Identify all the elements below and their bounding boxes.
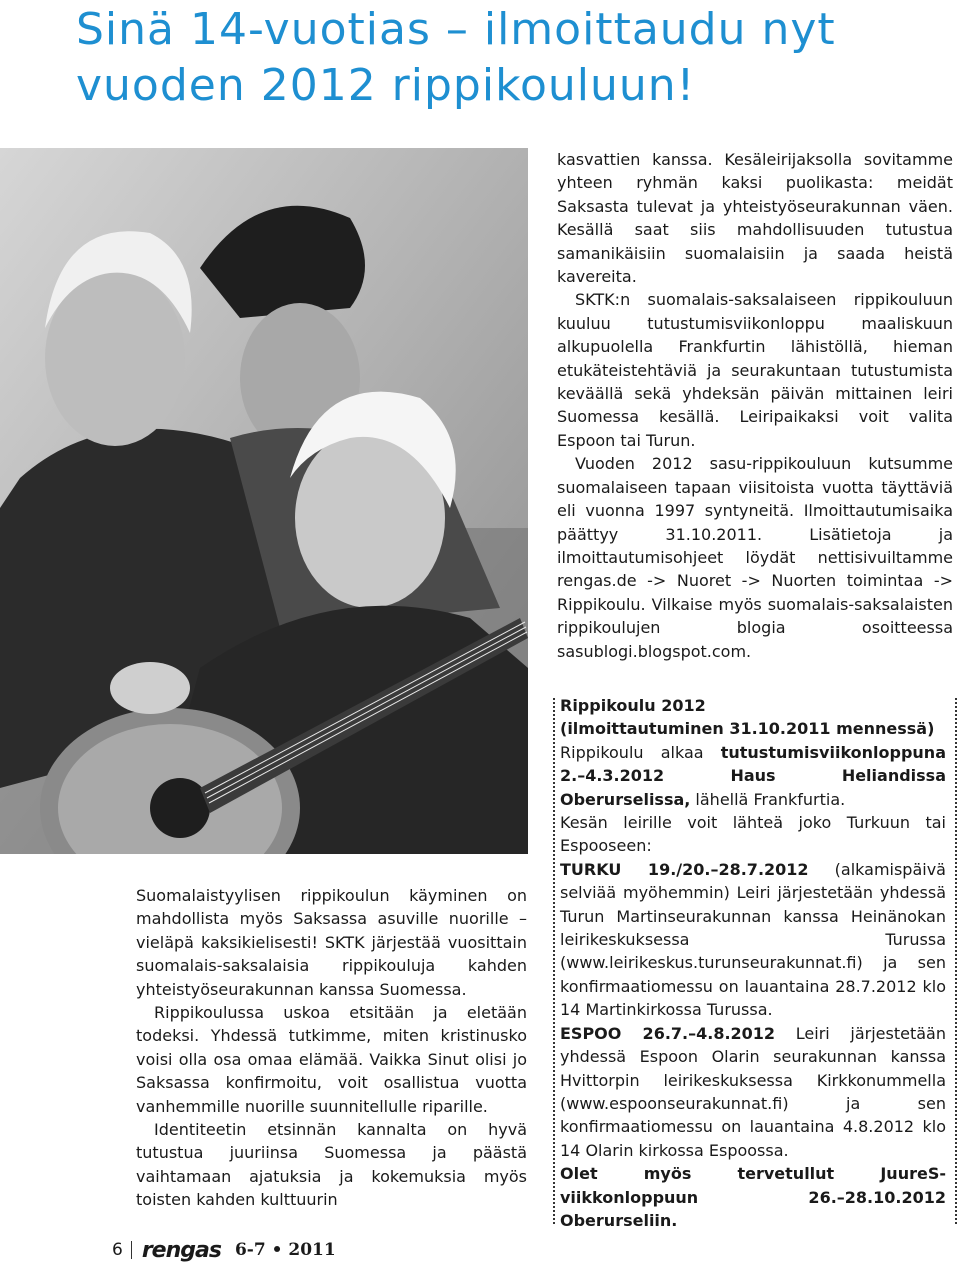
left-paragraph-3: Identiteetin etsinnän kannalta on hyvä tutustua juuriinsa Suomessa ja päästä vaihtamaan ajatuksia ja kokemuksia myös toisten kahden kulttuurin [136,1120,527,1210]
right-paragraph-2: SKTK:n suomalais-saksalaiseen rippikouluun kuuluu tutustumisviikonloppu maaliskuun alkupuolella Frankfurtin lähistöllä, hieman etukäteistehtäviä ja seurakuntaan tutustumista keväällä sekä yhdeksän päivän mittainen leiri Suomessa kesällä. Leiripaikaksi voit valita Espoon tai Turun. [557,290,953,450]
title-line-2: vuoden 2012 rippikouluun! [76,60,696,111]
left-paragraph-2: Rippikoulussa uskoa etsitään ja eletään todeksi. Yhdessä tutkimme, miten kristinusko voisi olla osa omaa elämää. Vaikka Sinut olisi jo Saksassa konfirmoitu, voit osallistua vuotta vanhemmille nuorille suunnitellulle riparille. [136,1003,527,1116]
info-box-closing: Olet myös tervetullut JuureS-viikkonloppuun 26.–28.10.2012 Oberurseliin. [560,1164,946,1230]
espoo-text: Leiri järjestetään yhdessä Espoon Olarin seurakunnan kanssa Hvittorpin leirikeskuksessa Kirkkonummella (www.espoonseurakunnat.fi) ja sen konfirmaatiomessu on lauantaina 4.8.2012 klo 14 Olarin kirkossa Espoossa. [560,1023,946,1160]
page-footer [112,1238,336,1262]
right-paragraph-3: Vuoden 2012 sasu-rippikouluun kutsumme suomalaiseen tapaan viisitoista vuotta täyttäviä eli vuonna 1997 syntyneitä. Ilmoittautumisaika päättyy 31.10.2011. Lisätietoja ja ilmoittautumisohjeet löydät nettisivuiltamme rengas.de -> Nuoret -> Nuorten toimintaa -> Rippikoulu. Vilkaise myös suomalais-saksalaisten rippikoulujen blogia osoitteessa sasublogi.blogspot.com. [557,454,953,661]
info-box-turku [560,858,946,1022]
info-box-right-border [955,698,957,1224]
info-box [560,694,946,1230]
right-column-text [557,148,953,663]
p1-text: Rippikoulu alkaa [560,742,721,762]
right-paragraph-1: kasvattien kanssa. Kesäleirijaksolla sovitamme yhteen ryhmän kaksi puolikasta: meidät Saksasta tulevat ja yhteistyöseurakunnan väen. Kesällä saat siis mahdollisuuden tutustua samanikäisiin suomalaisiin ja saada heistä kavereita. [557,150,953,287]
espoo-dates: ESPOO 26.7.–4.8.2012 [560,1023,776,1043]
footer-separator [131,1241,132,1259]
info-box-paragraph-2: Kesän leirille voit lähteä joko Turkuun tai Espooseen: [560,813,946,856]
title-line-1: Sinä 14-vuotias – ilmoittaudu nyt [76,4,836,55]
info-box-left-border [553,698,555,1224]
issue-info: 6-7 • 2011 [234,1240,336,1260]
left-column-text [136,884,527,1212]
photo-illustration [0,148,528,854]
article-photo [0,148,528,854]
info-box-espoo [560,1022,946,1162]
p1-text-end: lähellä Frankfurtia. [690,789,846,809]
info-box-paragraph-1 [560,741,946,811]
p1-bold: tutustumisviikonloppuna 2.–4.3.2012 Haus Heliandissa Oberurselissa, [560,742,946,809]
magazine-logo: rengas [141,1237,221,1263]
info-box-heading: Rippikoulu 2012 [560,696,706,715]
article-title [76,2,956,114]
info-box-subheading: (ilmoittautuminen 31.10.2011 mennessä) [560,719,935,739]
left-paragraph-1: Suomalaistyylisen rippikoulun käyminen on mahdollista myös Saksassa asuville nuorille – vieläpä kaksikielisesti! SKTK järjestää vuosittain suomalais-saksalaisia rippikouluja kahden yhteistyöseurakunnan kanssa Suomessa. [136,886,527,999]
turku-dates: TURKU 19./20.–28.7.2012 [560,859,809,879]
page-number: 6 [112,1240,123,1260]
turku-text: (alkamispäivä selviää myöhemmin) Leiri järjestetään yhdessä Turun Martinseurakunnan kanssa Heinänokan leirikeskuksessa Turussa (www.leirikeskus.turunseurakunnat.fi) ja sen konfirmaatiomessu on lauantaina 28.7.2012 klo 14 Martinkirkossa Turussa. [560,859,946,1020]
